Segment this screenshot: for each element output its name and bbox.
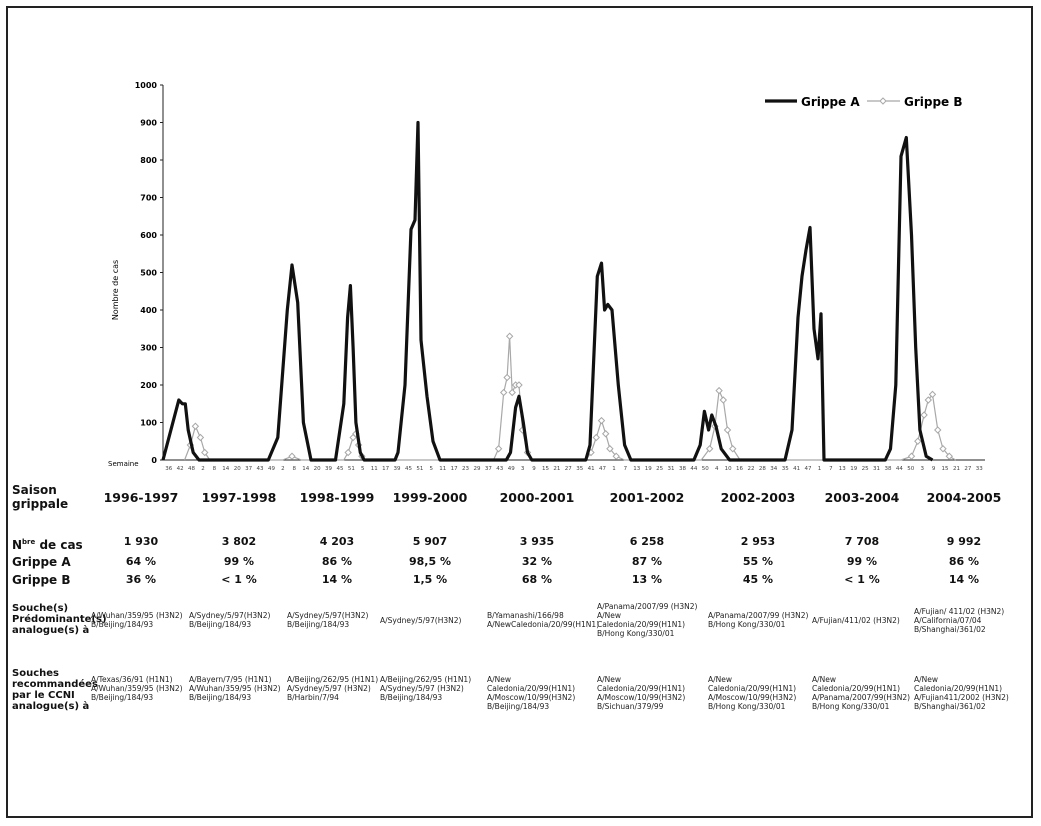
cas-value: 7 708 [844,535,880,548]
row-label-souches-recommandees: Souches recommandées par le CCNI analogue(s) à [12,668,98,712]
x-tick-label: 25 [861,466,869,472]
x-tick-label: 44 [690,466,698,472]
y-axis-label: Nombre de cas [111,259,120,321]
x-tick-label: 3 [520,466,525,472]
y-tick-label: 500 [140,268,157,278]
x-tick-label: 43 [496,466,504,472]
strain-predominant: A/Sydney/5/97(H3N2) B/Beijing/184/93 [189,611,271,629]
x-tick-label: 42 [176,466,184,472]
grippe-b-point [599,418,605,424]
grippe-b-point [716,388,722,394]
strain-predominant: A/Fujian/411/02 (H3N2) [812,615,900,625]
grippe-b-point [935,427,941,433]
season-name: 1997-1998 [201,490,277,505]
x-tick-label: 3 [920,466,924,472]
grippe-b-point [504,375,510,381]
x-tick-label: 15 [541,466,549,472]
x-tick-label: 19 [644,466,652,472]
x-tick-label: 37 [245,466,253,472]
grippe-b-point [289,453,295,459]
season-name: 2004-2005 [926,490,1002,505]
x-tick-label: 31 [873,466,881,472]
row-label-saison: Saison grippale [12,483,69,511]
x-tick-label: 39 [393,466,401,472]
grippe-b-point [603,431,609,437]
x-tick-label: 51 [347,466,355,472]
grippe-b-percent: 14 % [948,573,980,586]
x-tick-label: 43 [256,466,264,472]
x-tick-label: 4 [714,466,719,472]
x-tick-label: 21 [553,466,561,472]
x-tick-label: 16 [736,466,744,472]
cas-value: 5 907 [412,535,448,548]
grippe-a-percent: 87 % [631,555,663,568]
cas-value: 4 203 [319,535,355,548]
x-tick-label: 1 [817,466,822,472]
strain-predominant: A/Sydney/5/97(H3N2) B/Beijing/184/93 [287,611,369,629]
x-tick-label: 28 [758,466,766,472]
x-tick-label: 34 [770,466,778,472]
cas-value: 9 992 [946,535,982,548]
x-axis-label: Semaine [108,460,139,468]
x-tick-label: 10 [724,466,732,472]
strain-predominant: B/Yamanashi/166/98 A/NewCaledonia/20/99(H1N1) [487,611,600,629]
y-tick-label: 0 [151,456,157,465]
row-label-souche-predominante: Souche(s) Prédominante(s) analogue(s) à [12,603,107,636]
x-tick-label: 49 [267,466,275,472]
cas-label-suffix: de cas [35,538,83,552]
grippe-b-point [725,427,731,433]
y-tick-label: 400 [140,306,157,315]
x-tick-label: 41 [793,466,801,472]
season-name: 1999-2000 [392,490,468,505]
x-tick-label: 23 [462,466,470,472]
x-tick-label: 15 [941,466,949,472]
x-tick-label: 21 [952,466,960,472]
x-tick-label: 47 [804,466,812,472]
grippe-b-percent: 1,5 % [412,573,448,586]
grippe-a-percent: 86 % [948,555,980,568]
x-tick-label: 13 [633,466,641,472]
x-tick-label: 7 [623,466,628,472]
x-tick-label: 20 [313,466,321,472]
x-tick-label: 45 [336,466,344,472]
x-tick-label: 48 [188,466,196,472]
x-tick-label: 8 [292,466,297,472]
strain-recommended: A/Beijing/262/95 (H1N1) A/Sydney/5/97 (H3N2) B/Beijing/184/93 [380,675,472,702]
x-tick-label: 50 [701,466,709,472]
grippe-b-percent: < 1 % [844,573,880,586]
y-tick-label: 700 [140,193,157,203]
x-tick-label: 51 [416,466,424,472]
grippe-b-percent: 13 % [631,573,663,586]
season-name: 2003-2004 [824,490,900,505]
grippe-b-point [720,397,726,403]
cas-value: 3 935 [519,535,555,548]
x-tick-label: 2 [201,466,205,472]
season-name: 2002-2003 [720,490,796,505]
legend-grippe-b-label: Grippe B [904,95,963,109]
grippe-a-percent: 86 % [321,555,353,568]
y-tick-label: 600 [140,231,157,240]
strain-recommended: A/New Caledonia/20/99(H1N1) A/Moscow/10/99(H3N2) B/Sichuan/379/99 [597,675,686,711]
grippe-a-percent: 99 % [223,555,255,568]
x-tick-label: 14 [222,466,230,472]
x-tick-label: 38 [678,466,686,472]
row-label-cas [12,535,83,552]
x-tick-label: 36 [165,466,173,472]
strain-predominant: A/Sydney/5/97(H3N2) [380,615,462,625]
x-tick-label: 38 [884,466,892,472]
x-tick-label: 14 [302,466,310,472]
x-tick-label: 50 [907,466,915,472]
x-tick-label: 49 [507,466,515,472]
cas-value: 3 802 [221,535,257,548]
strain-recommended: A/Texas/36/91 (H1N1) A/Wuhan/359/95 (H3N2) B/Beijing/184/93 [91,675,183,702]
grippe-b-percent: 68 % [521,573,553,586]
grippe-a-percent: 55 % [742,555,774,568]
season-name: 2001-2002 [609,490,685,505]
x-tick-label: 44 [895,466,903,472]
x-tick-label: 17 [450,466,458,472]
x-tick-label: 29 [473,466,481,472]
grippe-b-percent: 14 % [321,573,353,586]
x-tick-label: 7 [829,466,833,472]
cas-value: 2 953 [740,535,776,548]
x-tick-label: 1 [612,466,616,472]
grippe-b-point [192,423,198,429]
grippe-b-point [507,333,513,339]
season-name: 2000-2001 [499,490,575,505]
strain-recommended: A/New Caledonia/20/99(H1N1) A/Moscow/10/99(H3N2) B/Hong Kong/330/01 [708,675,797,711]
grippe-b-point [197,435,203,441]
x-tick-label: 27 [564,466,572,472]
strain-recommended: A/New Caledonia/20/99(H1N1) A/Panama/2007/99(H3N2) B/Hong Kong/330/01 [812,675,911,711]
cas-label-n: N [12,538,23,552]
y-tick-label: 1000 [134,81,157,90]
x-tick-label: 45 [404,466,412,472]
strain-recommended: A/New Caledonia/20/99(H1N1) A/Moscow/10/99(H3N2) B/Beijing/184/93 [487,675,576,711]
x-tick-label: 9 [931,466,936,472]
strain-predominant: A/Panama/2007/99 (H3N2) A/New Caledonia/20/99(H1N1) B/Hong Kong/330/01 [597,602,698,638]
chart-legend [765,95,963,109]
x-tick-label: 13 [838,466,846,472]
x-tick-label: 25 [656,466,664,472]
strain-predominant: A/Panama/2007/99 (H3N2) B/Hong Kong/330/01 [708,611,809,629]
grippe-b-point [915,438,921,444]
y-tick-label: 200 [140,381,157,390]
x-tick-label: 17 [382,466,390,472]
y-tick-label: 300 [140,343,157,353]
x-tick-label: 11 [370,466,378,472]
season-name: 1996-1997 [103,490,179,505]
x-tick-label: 39 [325,466,333,472]
grippe-a-percent: 32 % [521,555,553,568]
grippe-a-percent: 64 % [125,555,157,568]
x-tick-label: 9 [532,466,536,472]
x-tick-label: 11 [439,466,447,472]
chart-ticks [135,81,984,472]
grippe-b-point [496,446,502,452]
grippe-b-percent: 45 % [742,573,774,586]
chart-axes [163,85,985,460]
cas-value: 1 930 [123,535,159,548]
x-tick-label: 47 [599,466,607,472]
cas-label-sup: bre [22,538,36,546]
strain-recommended: A/Bayern/7/95 (H1N1) A/Wuhan/359/95 (H3N2) B/Beijing/184/93 [189,675,281,702]
x-tick-label: 5 [361,466,365,472]
x-tick-label: 19 [850,466,858,472]
row-label-grippe-a: Grippe A [12,555,71,569]
legend-grippe-a-label: Grippe A [801,95,860,109]
x-tick-label: 37 [484,466,492,472]
x-tick-label: 35 [576,466,584,472]
x-tick-label: 33 [975,466,983,472]
y-tick-label: 100 [140,418,157,428]
series-grippe-a [163,123,933,461]
legend-grippe-b-marker [880,98,886,104]
grippe-b-point [921,412,927,418]
grippe-b-point [509,390,515,396]
x-tick-label: 22 [747,466,755,472]
grippe-b-point [909,453,915,459]
x-tick-label: 41 [587,466,595,472]
strain-recommended: A/New Caledonia/20/99(H1N1) A/Fujian411/2002 (H3N2) B/Shanghai/361/02 [914,675,1009,711]
grippe-b-point [593,435,599,441]
row-label-grippe-b: Grippe B [12,573,71,587]
x-tick-label: 5 [429,466,434,472]
y-tick-label: 800 [140,156,157,165]
grippe-a-percent: 98,5 % [409,555,451,568]
x-tick-label: 31 [667,466,675,472]
grippe-b-point [501,390,507,396]
grippe-b-percent: < 1 % [221,573,257,586]
grippe-b-percent: 36 % [125,573,157,586]
x-tick-label: 8 [212,466,217,472]
strain-predominant: A/Wuhan/359/95 (H3N2) B/Beijing/184/93 [91,611,183,629]
x-tick-label: 20 [233,466,241,472]
strain-predominant: A/Fujian/ 411/02 (H3N2) A/California/07/04 B/Shanghai/361/02 [914,606,1005,634]
cas-value: 6 258 [629,535,665,548]
y-tick-label: 900 [140,118,157,128]
grippe-b-point [345,450,351,456]
x-tick-label: 2 [281,466,285,472]
strain-recommended: A/Beijing/262/95 (H1N1) A/Sydney/5/97 (H3N2) B/Harbin/7/94 [287,675,379,702]
grippe-a-percent: 99 % [846,555,878,568]
grippe-a-line [163,123,933,461]
season-name: 1998-1999 [299,490,375,505]
x-tick-label: 35 [781,466,789,472]
x-tick-label: 27 [964,466,972,472]
